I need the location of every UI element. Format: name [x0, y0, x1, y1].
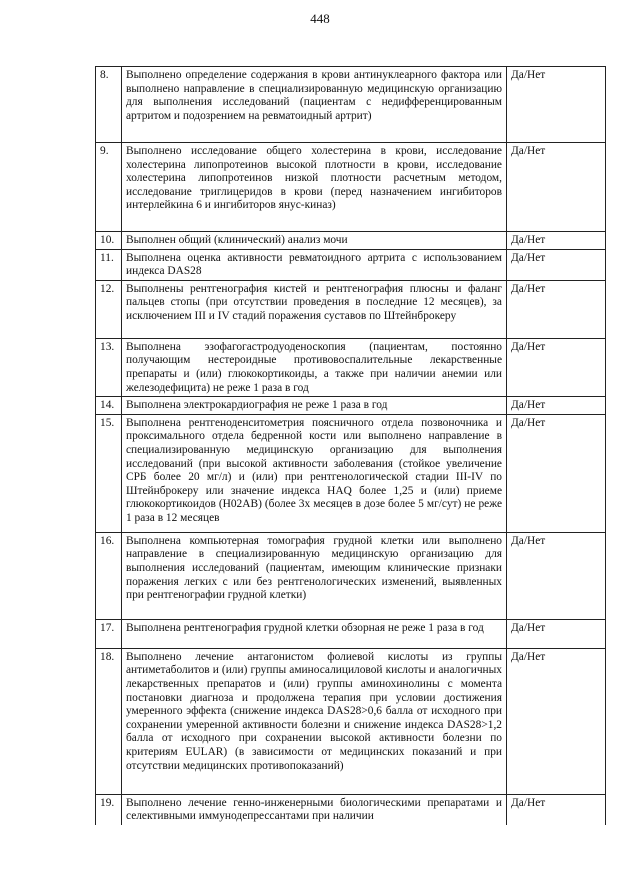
row-criterion: Выполнен общий (клинический) анализ мочи: [122, 232, 507, 250]
row-number: 9.: [96, 143, 122, 232]
table-row: [96, 67, 606, 143]
criteria-table: [95, 66, 606, 825]
row-number: 17.: [96, 619, 122, 648]
row-number: 13.: [96, 338, 122, 396]
row-criterion: Выполнена компьютерная томография грудной клетки или выполнено направление в специализированную медицинскую организацию для выполнения исследований (пациентам, имеющим клинические признаки поражения легких с или без рентгенологических изменений, выявленных при рентгенографии грудной клетки): [122, 532, 507, 619]
row-number: 10.: [96, 232, 122, 250]
table-row: [96, 280, 606, 338]
table-row: [96, 794, 606, 825]
row-answer: Да/Нет: [507, 648, 606, 794]
row-number: 16.: [96, 532, 122, 619]
row-number: 18.: [96, 648, 122, 794]
row-criterion: Выполнены рентгенография кистей и рентгенография плюсны и фаланг пальцев стопы (при отсутствии проведения в последние 12 месяцев), за исключением III и IV стадий поражения суставов по Штейнброкеру: [122, 280, 507, 338]
row-number: 15.: [96, 414, 122, 532]
row-number: 8.: [96, 67, 122, 143]
page-number: 448: [310, 11, 330, 26]
row-answer: Да/Нет: [507, 794, 606, 825]
row-answer: Да/Нет: [507, 397, 606, 415]
row-criterion: Выполнено определение содержания в крови антинуклеарного фактора или выполнено направление в специализированную медицинскую организацию для выполнения исследований (пациентам с недифференцированным артритом и подозрением на ревматоидный артрит): [122, 67, 507, 143]
row-criterion: Выполнена эзофагогастродуоденоскопия (пациентам, постоянно получающим нестероидные противовоспалительные лекарственные препараты и (или) глюкокортикоиды, а также при наличии анемии или железодефицита) не реже 1 раза в год: [122, 338, 507, 396]
row-answer: Да/Нет: [507, 249, 606, 280]
row-criterion: Выполнена рентгеноденситометрия поясничного отдела позвоночника и проксимального отдела бедренной кости или выполнено направление в специализированную медицинскую организацию для выполнения исследований (при высокой активности заболевания (стойкое увеличение СРБ более 20 мг/л) и (или) при рентгенологической стадии III-IV по Штейнброкеру или значение индекса HAQ более 1,25 и (или) приеме глюкокортикоидов (H02AB) (более 3х месяцев в дозе более 5 мг/сут) не реже 1 раза в 12 месяцев: [122, 414, 507, 532]
row-answer: Да/Нет: [507, 232, 606, 250]
row-criterion: Выполнено лечение генно-инженерными биологическими препаратами и селективными иммунодепрессантами при наличии: [122, 794, 507, 825]
table-row: [96, 619, 606, 648]
row-answer: Да/Нет: [507, 280, 606, 338]
row-answer: Да/Нет: [507, 338, 606, 396]
row-number: 11.: [96, 249, 122, 280]
row-answer: Да/Нет: [507, 414, 606, 532]
row-answer: Да/Нет: [507, 143, 606, 232]
table-row: [96, 397, 606, 415]
row-answer: Да/Нет: [507, 532, 606, 619]
row-number: 19.: [96, 794, 122, 825]
table-row: [96, 338, 606, 396]
row-criterion: Выполнена рентгенография грудной клетки обзорная не реже 1 раза в год: [122, 619, 507, 648]
table-row: [96, 249, 606, 280]
row-criterion: Выполнена оценка активности ревматоидного артрита с использованием индекса DAS28: [122, 249, 507, 280]
table-row: [96, 532, 606, 619]
row-criterion: Выполнено лечение антагонистом фолиевой кислоты из группы антиметаболитов и (или) группы аминосалициловой кислоты и аналогичных лекарственных препаратов и (или) группы аминохинолины с момента постановки диагноза и продолжена терапия при условии достижения умеренного эффекта (снижение индекса DAS28>0,6 балла от исходного при сохранении умеренной активности болезни и снижение индекса DAS28>1,2 балла от исходного при сохранении высокой активности болезни по критериям EULAR) (в зависимости от медицинских показаний и при отсутствии медицинских противопоказаний): [122, 648, 507, 794]
row-answer: Да/Нет: [507, 619, 606, 648]
row-criterion: Выполнена электрокардиография не реже 1 раза в год: [122, 397, 507, 415]
table-row: [96, 414, 606, 532]
row-number: 14.: [96, 397, 122, 415]
row-number: 12.: [96, 280, 122, 338]
table-row: [96, 232, 606, 250]
row-answer: Да/Нет: [507, 67, 606, 143]
table-row: [96, 648, 606, 794]
table-row: [96, 143, 606, 232]
row-criterion: Выполнено исследование общего холестерина в крови, исследование холестерина липопротеинов высокой плотности в крови, исследование холестерина липопротеинов низкой плотности расчетным методом, исследование триглицеридов в крови (перед назначением ингибиторов интерлейкина 6 и ингибиторов янус-киназ): [122, 143, 507, 232]
